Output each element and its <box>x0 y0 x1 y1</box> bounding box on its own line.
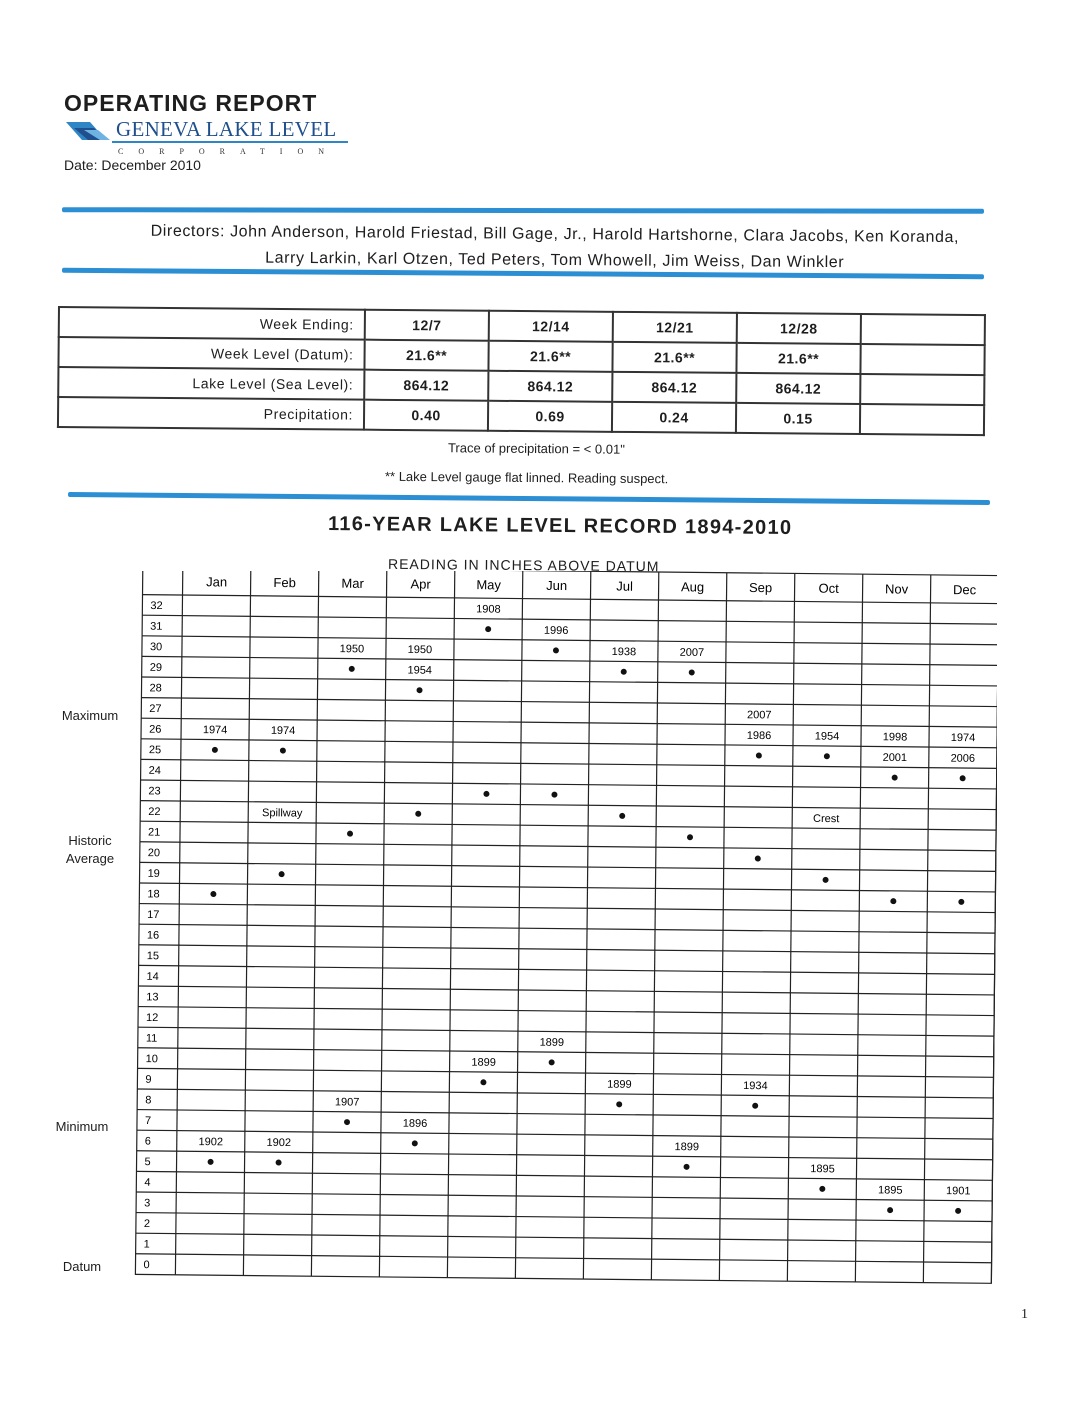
table-cell: 0.40 <box>364 400 488 431</box>
row-label: Week Ending: <box>59 307 365 340</box>
level-label: 19 <box>147 867 160 880</box>
grid-line <box>142 615 997 624</box>
grid-line <box>138 1007 994 1016</box>
grid-line <box>651 572 658 1280</box>
maximum-year-label: 2007 <box>746 709 772 722</box>
month-header: Oct <box>818 580 839 596</box>
month-header: Jul <box>616 578 634 594</box>
month-header: Sep <box>748 579 773 596</box>
grid-line <box>855 574 862 1282</box>
maximum-year-label: 1950 <box>407 643 433 657</box>
level-label: 12 <box>146 1011 159 1025</box>
historic-average-point <box>483 791 489 797</box>
grid-line <box>140 821 996 830</box>
report-title: OPERATING REPORT <box>64 90 318 116</box>
table-cell: 0.15 <box>736 403 860 434</box>
level-label: 28 <box>149 682 162 695</box>
historic-average-point <box>755 856 761 862</box>
grid-line <box>447 571 454 1278</box>
minimum-point <box>752 1103 758 1109</box>
grid-line <box>136 1171 992 1180</box>
grid-line <box>379 571 386 1277</box>
trace-note: Trace of precipitation = < 0.01" <box>447 440 625 457</box>
level-label: 31 <box>150 620 163 633</box>
historic-average-point <box>958 899 964 905</box>
minimum-year-label: 1895 <box>810 1163 835 1176</box>
table-cell: 21.6** <box>364 340 488 371</box>
weekly-levels-table <box>57 306 986 436</box>
grid-line <box>142 636 997 645</box>
maximum-label: Maximum <box>61 708 119 723</box>
grid-line <box>137 1089 993 1098</box>
maximum-year-label: 1954 <box>407 664 433 677</box>
level-label: 26 <box>149 723 162 736</box>
minimum-point <box>344 1119 350 1125</box>
maximum-year-label: 2007 <box>679 646 705 659</box>
historic-average-point <box>551 792 557 798</box>
historic-label: Historic <box>68 833 112 848</box>
maximum-year-label: 1998 <box>882 731 908 744</box>
minimum-year-label: 1934 <box>743 1080 768 1093</box>
maximum-year-label: 1974 <box>270 724 296 738</box>
table-cell: 12/21 <box>613 312 737 343</box>
grid-line <box>583 571 590 1279</box>
grid-line <box>136 1254 992 1263</box>
grid-line <box>138 1068 994 1077</box>
chart-annotation: Spillway <box>261 807 303 820</box>
level-label: 16 <box>146 929 160 942</box>
historic-average-point <box>687 834 693 840</box>
minimum-year-label: 1899 <box>471 1056 496 1069</box>
minimum-year-label: 1896 <box>402 1117 428 1130</box>
grid-line <box>140 842 996 851</box>
record-title: 116-YEAR LAKE LEVEL RECORD 1894-2010 <box>327 512 793 540</box>
page-number: 1 <box>1021 1307 1028 1322</box>
gauge-note: ** Lake Level gauge flat linned. Reading suspect. <box>384 468 669 487</box>
minimum-year-label: 1899 <box>539 1036 565 1049</box>
minimum-point <box>412 1140 418 1146</box>
table-cell: 864.12 <box>736 373 860 404</box>
month-header: Jun <box>546 577 568 594</box>
grid-line <box>138 986 994 995</box>
month-header: Jan <box>206 574 228 590</box>
directors-line: Larry Larkin, Karl Otzen, Ted Peters, Tom Whowell, Jim Weiss, Dan Winkler <box>265 249 845 272</box>
month-header: May <box>476 577 502 593</box>
level-label: 17 <box>147 908 160 922</box>
minimum-point <box>208 1159 214 1165</box>
maximum-year-label: 1974 <box>202 724 228 737</box>
historic-average-point <box>823 877 829 883</box>
month-header: Feb <box>273 574 296 591</box>
record-subtitle: READING IN INCHES ABOVE DATUM <box>387 555 660 575</box>
maximum-point <box>756 753 762 759</box>
lake-level-chart <box>125 571 997 1295</box>
grid-line <box>138 1027 994 1036</box>
month-header: Mar <box>341 575 364 591</box>
table-cell: 864.12 <box>488 371 612 402</box>
level-label: 24 <box>148 764 161 777</box>
level-label: 3 <box>144 1197 151 1210</box>
grid-line <box>137 1110 993 1119</box>
chart-annotation: Crest <box>813 812 840 826</box>
level-label: 4 <box>144 1176 151 1189</box>
level-label: 18 <box>147 888 160 901</box>
grid-line <box>142 677 997 686</box>
level-label: 10 <box>145 1053 158 1066</box>
grid-line <box>139 924 995 933</box>
maximum-point <box>485 626 491 632</box>
month-header: Aug <box>680 579 705 595</box>
month-header: Dec <box>952 582 977 598</box>
minimum-point <box>549 1059 555 1065</box>
maximum-point <box>417 687 423 693</box>
level-label: 9 <box>145 1073 152 1086</box>
grid-line <box>139 945 995 954</box>
grid-line <box>136 1233 992 1242</box>
maximum-point <box>960 775 966 781</box>
maximum-year-label: 2001 <box>882 751 908 765</box>
table-cell: 21.6** <box>612 342 736 373</box>
level-label: 8 <box>145 1094 152 1107</box>
maximum-year-label: 1986 <box>746 729 772 743</box>
level-label: 0 <box>143 1259 150 1272</box>
historic-average-point <box>279 871 285 877</box>
maximum-point <box>824 753 830 759</box>
minimum-point <box>684 1164 690 1170</box>
level-label: 20 <box>147 847 161 860</box>
minimum-point <box>887 1207 893 1213</box>
org-subtitle: CORPORATION <box>118 147 340 156</box>
table-cell <box>861 314 985 345</box>
row-label: Week Level (Datum): <box>58 337 364 370</box>
grid-line <box>136 1192 992 1201</box>
grid-line <box>141 739 997 748</box>
minimum-point <box>276 1160 282 1166</box>
table-cell <box>860 344 984 375</box>
level-label: 27 <box>149 702 162 716</box>
level-label: 23 <box>148 785 161 798</box>
level-label: 15 <box>146 950 160 963</box>
maximum-point <box>689 669 695 675</box>
minimum-year-label: 1902 <box>198 1136 224 1149</box>
level-label: 2 <box>143 1217 151 1231</box>
table-cell: 21.6** <box>488 341 612 372</box>
month-header: Nov <box>884 581 909 597</box>
datum-label: Datum <box>62 1259 102 1274</box>
directors-line: Directors: John Anderson, Harold Friestad, Bill Gage, Jr., Harold Hartshorne, Clara Jacobs, Ken Koranda, <box>150 222 960 247</box>
grid-line <box>175 571 182 1275</box>
level-label: 5 <box>144 1156 151 1169</box>
grid-line <box>137 1151 993 1160</box>
minimum-year-label: 1899 <box>674 1141 700 1154</box>
maximum-point <box>621 669 627 675</box>
divider-rule <box>68 492 990 505</box>
table-cell: 12/14 <box>489 311 613 342</box>
table-cell: 0.24 <box>612 402 736 433</box>
org-name: GENEVA LAKE LEVEL <box>116 117 337 141</box>
historic-average-point <box>619 813 625 819</box>
maximum-year-label: 1974 <box>950 731 976 745</box>
level-label: 22 <box>148 805 161 819</box>
logo-underline <box>112 141 348 143</box>
report-date: Date: December 2010 <box>64 157 201 173</box>
table-cell: 864.12 <box>364 370 488 401</box>
table-cell: 12/7 <box>365 310 489 341</box>
grid-line <box>139 904 995 913</box>
table-cell <box>860 404 984 435</box>
level-label: 13 <box>146 991 159 1004</box>
level-label: 6 <box>144 1135 151 1148</box>
grid-line <box>142 656 997 665</box>
grid-line <box>141 759 997 768</box>
table-cell: 12/28 <box>737 313 861 344</box>
historic-average-point <box>890 898 896 904</box>
maximum-year-label: 1954 <box>814 730 840 743</box>
row-label: Precipitation: <box>58 397 364 430</box>
maximum-year-label: 2006 <box>950 752 976 765</box>
maximum-point <box>553 647 559 653</box>
grid-line <box>137 1130 993 1139</box>
minimum-year-label: 1895 <box>878 1184 903 1197</box>
historic-average-point <box>210 891 216 897</box>
average-label: Average <box>65 851 115 866</box>
level-label: 32 <box>150 599 163 613</box>
maximum-year-label: 1908 <box>476 603 501 616</box>
level-label: 30 <box>149 641 163 654</box>
minimum-year-label: 1907 <box>334 1096 360 1109</box>
grid-line <box>141 780 997 789</box>
minimum-point <box>480 1079 486 1085</box>
maximum-year-label: 1996 <box>543 624 569 637</box>
level-label: 14 <box>146 970 159 983</box>
maximum-year-label: 1938 <box>611 646 637 659</box>
minimum-year-label: 1902 <box>266 1136 292 1150</box>
historic-average-point <box>415 811 421 817</box>
grid-line <box>141 698 997 707</box>
grid-line <box>136 1213 992 1222</box>
grid-line <box>138 1048 994 1057</box>
minimum-year-label: 1899 <box>607 1078 632 1091</box>
level-label: 25 <box>148 744 162 757</box>
minimum-point <box>819 1186 825 1192</box>
grid-line <box>991 576 997 1284</box>
grid-line <box>143 595 997 604</box>
maximum-point <box>892 775 898 781</box>
grid-line <box>139 965 995 974</box>
grid-line <box>311 571 318 1276</box>
maximum-year-label: 1950 <box>339 643 365 656</box>
grid-line <box>923 575 930 1283</box>
table-cell <box>860 374 984 405</box>
minimum-label: Minimum <box>55 1119 109 1134</box>
level-label: 7 <box>144 1114 152 1128</box>
minimum-point <box>616 1101 622 1107</box>
level-label: 1 <box>143 1238 150 1251</box>
table-cell: 864.12 <box>612 372 736 403</box>
grid-line <box>141 718 997 727</box>
month-header: Apr <box>410 576 431 592</box>
maximum-point <box>280 748 286 754</box>
table-cell: 21.6** <box>736 343 860 374</box>
grid-line <box>140 862 996 871</box>
level-label: 29 <box>149 661 163 674</box>
maximum-point <box>212 747 218 753</box>
maximum-point <box>349 666 355 672</box>
grid-line <box>787 573 794 1281</box>
level-label: 11 <box>145 1032 158 1045</box>
grid-line <box>140 883 996 892</box>
historic-average-point <box>347 831 353 837</box>
grid-line <box>515 571 522 1278</box>
table-cell: 0.69 <box>488 401 612 432</box>
level-label: 21 <box>147 826 161 839</box>
minimum-year-label: 1901 <box>946 1185 971 1198</box>
grid-line <box>243 571 250 1275</box>
divider-rule <box>62 207 984 214</box>
minimum-point <box>955 1208 961 1214</box>
grid-line <box>719 573 726 1281</box>
row-label: Lake Level (Sea Level): <box>58 367 364 400</box>
